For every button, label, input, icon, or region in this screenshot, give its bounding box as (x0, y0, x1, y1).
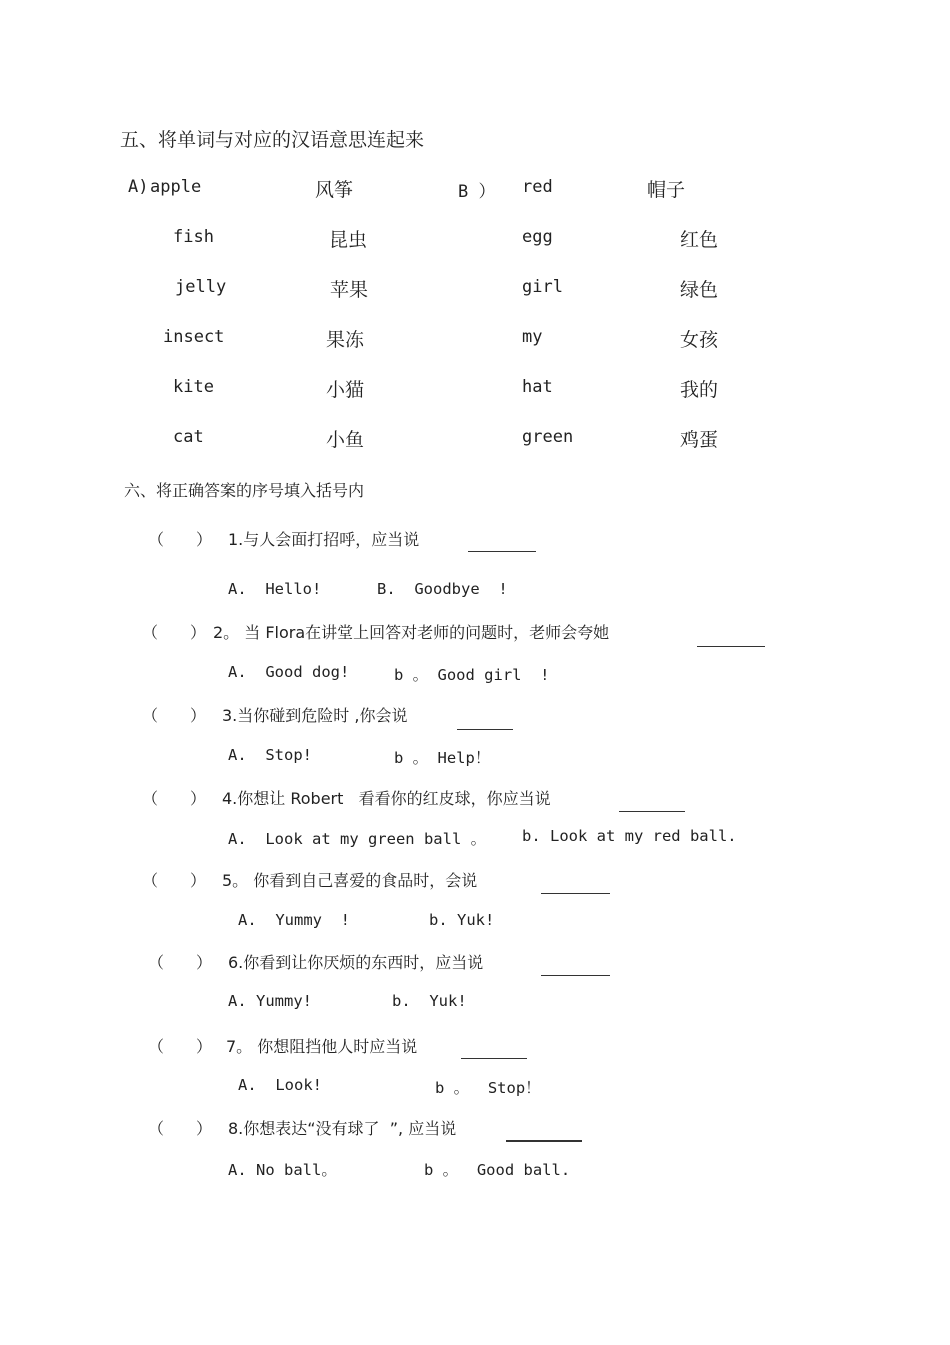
option-a: A. Hello! (228, 580, 322, 598)
answer-blank (541, 975, 610, 976)
option-b: b 。 Help！ (394, 749, 491, 767)
answer-paren[interactable]: （ ） (148, 1037, 213, 1056)
answer-blank (619, 811, 685, 812)
answer-paren[interactable]: （ ） (142, 623, 207, 642)
left-word-insect: insect (163, 327, 225, 347)
right-meaning-2: 红色 (680, 229, 719, 251)
option-b: b 。 Good girl ! (394, 666, 550, 684)
left-meaning-4: 果冻 (326, 329, 365, 351)
option-a: A. Yummy! (228, 992, 312, 1010)
left-word-apple: apple (150, 177, 202, 197)
left-meaning-6: 小鱼 (326, 429, 365, 451)
left-word-cat: cat (173, 427, 204, 447)
right-meaning-1: 帽子 (647, 179, 686, 201)
question-text: 2。 当 Flora在讲堂上回答对老师的问题时，老师会夸她 (213, 623, 610, 642)
right-word-red: red (522, 177, 553, 197)
right-word-green: green (522, 427, 574, 447)
option-b: B. Goodbye ! (377, 580, 508, 598)
left-word-kite: kite (173, 377, 214, 397)
right-word-egg: egg (522, 227, 553, 247)
right-meaning-6: 鸡蛋 (680, 429, 719, 451)
answer-blank (697, 646, 765, 647)
answer-blank (461, 1058, 527, 1059)
option-a: A. Look at my green ball 。 (228, 830, 487, 848)
option-a: A. Stop! (228, 746, 312, 764)
option-a: A. Good dog! (228, 663, 350, 681)
option-a: A. Yummy ! (238, 911, 350, 929)
left-meaning-5: 小猫 (326, 379, 365, 401)
answer-paren[interactable]: （ ） (142, 789, 207, 808)
option-a: A. No ball。 (228, 1161, 337, 1179)
right-word-girl: girl (522, 277, 563, 297)
answer-paren[interactable]: （ ） (142, 871, 207, 890)
answer-paren[interactable]: （ ） (148, 1119, 213, 1138)
left-word-jelly: jelly (175, 277, 227, 297)
answer-blank (468, 551, 536, 552)
right-meaning-5: 我的 (680, 379, 719, 401)
option-b: b 。 Stop！ (435, 1079, 541, 1097)
group-a-label: A) (128, 177, 149, 197)
answer-paren[interactable]: （ ） (148, 530, 213, 549)
question-text: 4.你想让 Robert 看看你的红皮球，你应当说 (222, 789, 551, 808)
question-text: 1.与人会面打招呼，应当说 (228, 530, 420, 549)
left-meaning-3: 苹果 (330, 279, 369, 301)
answer-blank (541, 893, 610, 894)
right-word-hat: hat (522, 377, 553, 397)
answer-blank (457, 729, 513, 730)
left-meaning-1: 风筝 (315, 179, 354, 201)
section6-title: 六、将正确答案的序号填入括号内 (124, 481, 365, 500)
answer-paren[interactable]: （ ） (142, 706, 207, 725)
answer-blank (506, 1140, 582, 1142)
group-b-label: B ） (458, 182, 496, 202)
question-text: 5。 你看到自己喜爱的食品时，会说 (222, 871, 478, 890)
right-meaning-3: 绿色 (680, 279, 719, 301)
option-b: b. Yuk! (429, 911, 495, 929)
right-meaning-4: 女孩 (680, 329, 719, 351)
left-meaning-2: 昆虫 (329, 229, 368, 251)
left-word-fish: fish (173, 227, 214, 247)
right-word-my: my (522, 327, 543, 347)
option-b: b 。 Good ball. (424, 1161, 571, 1179)
option-b: b. Look at my red ball. (522, 827, 737, 845)
question-text: 3.当你碰到危险时 ,你会说 (222, 706, 408, 725)
question-text: 6.你看到让你厌烦的东西时，应当说 (228, 953, 484, 972)
option-a: A. Look! (238, 1076, 322, 1094)
question-text: 8.你想表达“没有球了 ”, 应当说 (228, 1119, 457, 1138)
section5-title: 五、将单词与对应的汉语意思连起来 (120, 129, 425, 151)
question-text: 7。 你想阻挡他人时应当说 (226, 1037, 418, 1056)
option-b: b. Yuk! (392, 992, 467, 1010)
answer-paren[interactable]: （ ） (148, 953, 213, 972)
